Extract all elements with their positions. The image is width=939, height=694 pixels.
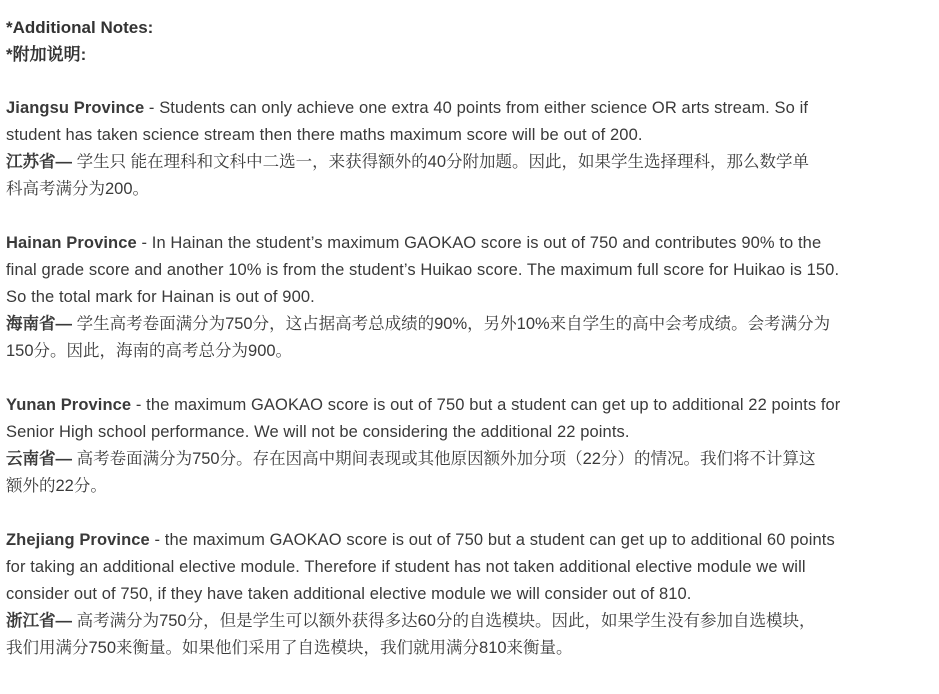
yunan-label-cn: 云南省—	[6, 450, 72, 468]
zhejiang-en-line-2: for taking an additional elective module. Therefore if student has not taken additional elective module we will	[6, 558, 806, 576]
spacer	[6, 365, 926, 392]
hainan-label-cn: 海南省—	[6, 315, 72, 333]
notes-title-cn: *附加说明:	[6, 45, 87, 64]
hainan-cn-text-1: 学生高考卷面满分为750分，这占据高考总成绩的90%，另外10%来自学生的高中会考成绩。会考满分为	[72, 315, 831, 333]
jiangsu-label-cn: 江苏省—	[6, 153, 72, 171]
section-zhejiang	[6, 527, 926, 662]
spacer	[6, 203, 926, 230]
hainan-cn-line-1	[6, 311, 926, 338]
section-jiangsu	[6, 95, 926, 203]
zhejiang-en-line-3: consider out of 750, if they have taken additional elective module we will consider out of 810.	[6, 585, 692, 603]
hainan-en-line-1	[6, 230, 926, 257]
notes-title-en: *Additional Notes:	[6, 18, 154, 37]
section-yunan	[6, 392, 926, 500]
hainan-en-text-1: - In Hainan the student’s maximum GAOKAO score is out of 750 and contributes 90% to the	[136, 234, 822, 252]
zhejiang-cn-line-1	[6, 608, 926, 635]
jiangsu-en-line-2: student has taken science stream then there maths maximum score will be out of 200.	[6, 126, 643, 144]
jiangsu-label-en: Jiangsu Province	[6, 99, 145, 117]
yunan-cn-text-1: 高考卷面满分为750分。存在因高中期间表现或其他原因额外加分项（22分）的情况。我们将不计算这	[72, 450, 816, 468]
yunan-en-line-2: Senior High school performance. We will not be considering the additional 22 points.	[6, 423, 630, 441]
hainan-en-line-2: final grade score and another 10% is from the student’s Huikao score. The maximum full score for Huikao is 150.	[6, 261, 840, 279]
zhejiang-en-line-1	[6, 527, 926, 554]
hainan-en-line-3: So the total mark for Hainan is out of 900.	[6, 288, 315, 306]
jiangsu-en-line-1	[6, 95, 926, 122]
zhejiang-cn-line-2: 我们用满分750来衡量。如果他们采用了自选模块，我们就用满分810来衡量。	[6, 639, 573, 657]
yunan-en-text-1: - the maximum GAOKAO score is out of 750 but a student can get up to additional 22 points for	[131, 396, 841, 414]
zhejiang-en-text-1: - the maximum GAOKAO score is out of 750 but a student can get up to additional 60 points	[149, 531, 835, 549]
spacer	[6, 68, 926, 95]
jiangsu-cn-line-1	[6, 149, 926, 176]
jiangsu-cn-text-1: 学生只 能在理科和文科中二选一，来获得额外的40分附加题。因此，如果学生选择理科，那么数学单	[72, 153, 810, 171]
yunan-cn-line-1	[6, 446, 926, 473]
yunan-en-line-1	[6, 392, 926, 419]
section-hainan	[6, 230, 926, 365]
hainan-cn-line-2: 150分。因此，海南的高考总分为900。	[6, 342, 293, 360]
yunan-label-en: Yunan Province	[6, 396, 132, 414]
hainan-label-en: Hainan Province	[6, 234, 137, 252]
zhejiang-cn-text-1: 高考满分为750分，但是学生可以额外获得多达60分的自选模块。因此，如果学生没有参加自选模块，	[72, 612, 816, 630]
zhejiang-label-cn: 浙江省—	[6, 612, 72, 630]
jiangsu-en-text-1: - Students can only achieve one extra 40 points from either science OR arts stream. So if	[144, 99, 809, 117]
jiangsu-cn-line-2: 科高考满分为200。	[6, 180, 150, 198]
yunan-cn-line-2: 额外的22分。	[6, 477, 107, 495]
spacer	[6, 500, 926, 527]
zhejiang-label-en: Zhejiang Province	[6, 531, 150, 549]
